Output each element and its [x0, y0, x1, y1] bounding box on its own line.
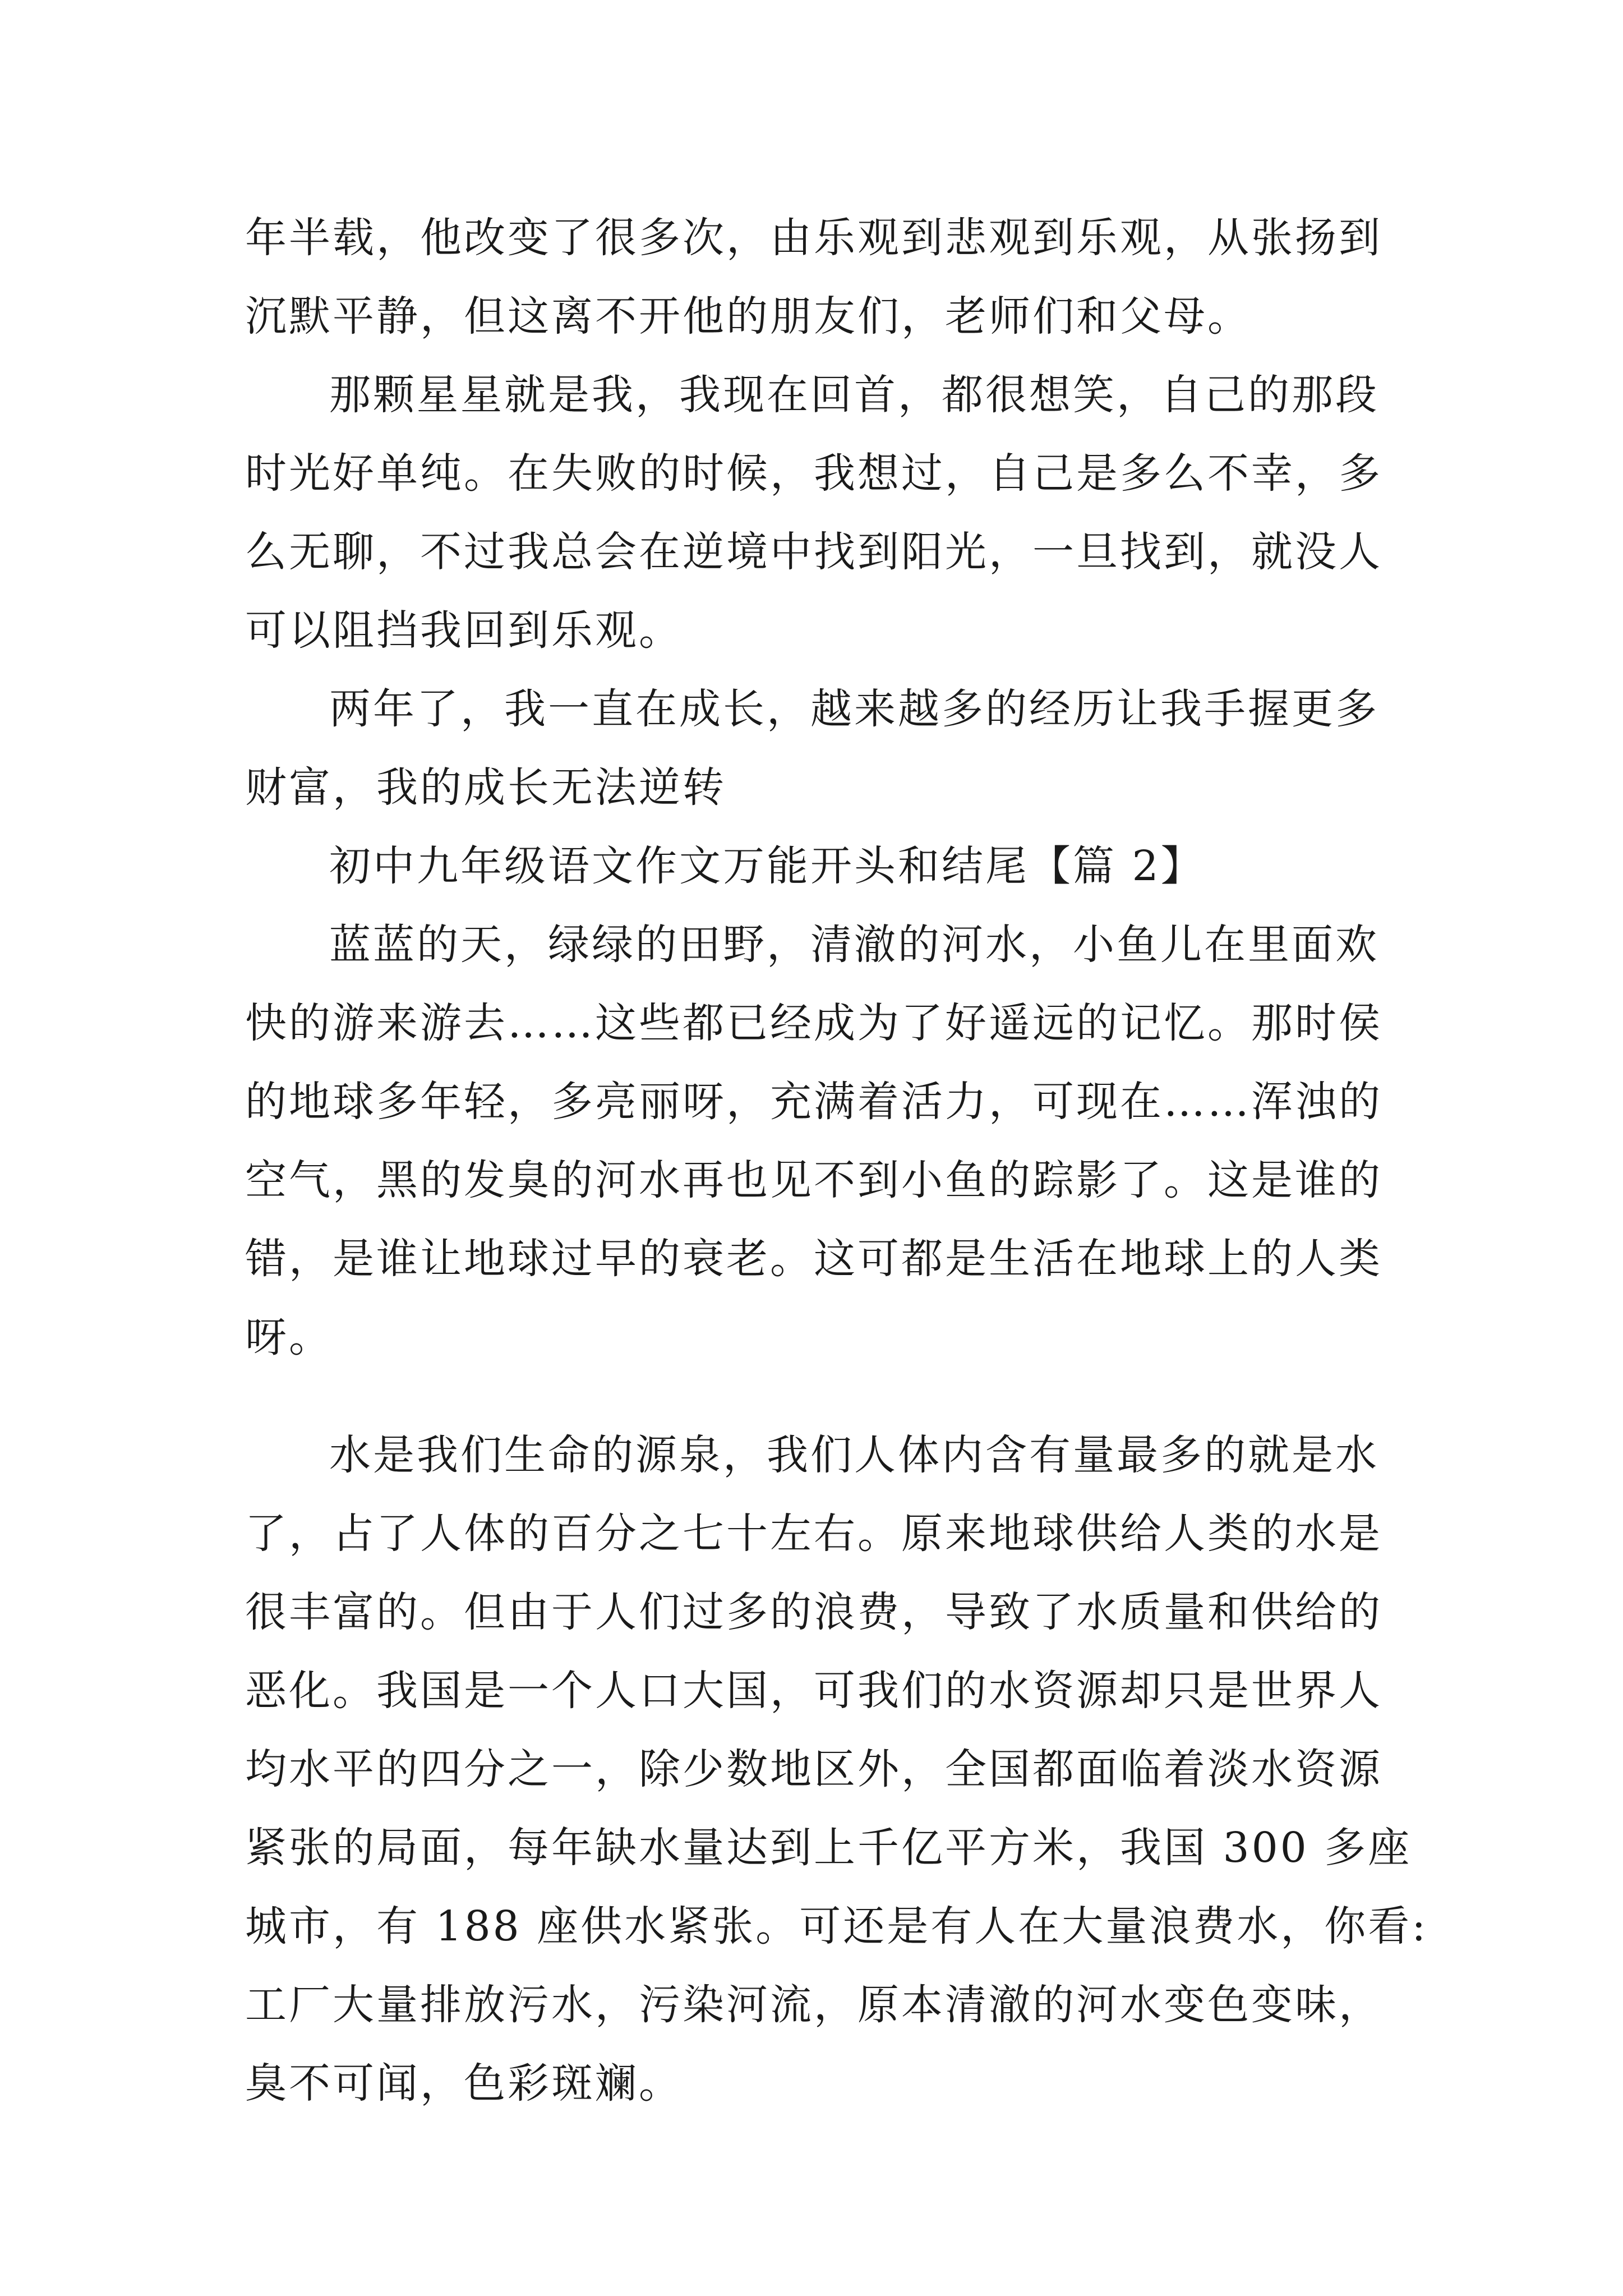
paragraph-line: 快的游来游去……这些都已经成为了好遥远的记忆。那时侯 [245, 999, 1382, 1047]
paragraph-line: 呀。 [245, 1313, 333, 1361]
paragraph-line: 时光好单纯。在失败的时候，我想过，自己是多么不幸，多 [245, 449, 1382, 498]
paragraph-line: 水是我们生命的源泉，我们人体内含有量最多的就是水 [329, 1431, 1379, 1479]
paragraph-line: 那颗星星就是我，我现在回首，都很想笑，自己的那段 [329, 371, 1379, 419]
paragraph-line: 很丰富的。但由于人们过多的浪费，导致了水质量和供给的 [245, 1588, 1382, 1636]
paragraph-gap [245, 1377, 1389, 1416]
paragraph-line: 可以阻挡我回到乐观。 [245, 606, 683, 655]
paragraph-line: 均水平的四分之一，除少数地区外，全国都面临着淡水资源 [245, 1745, 1382, 1793]
paragraph-line: 财富，我的成长无法逆转 [245, 763, 726, 812]
paragraph-line: 城市，有 188 座供水紧张。可还是有人在大量浪费水，你看: [245, 1902, 1428, 1950]
paragraph-line: 空气，黑的发臭的河水再也见不到小鱼的踪影了。这是谁的 [245, 1156, 1382, 1204]
paragraph-line: 紧张的局面，每年缺水量达到上千亿平方米，我国 300 多座 [245, 1824, 1412, 1872]
section-heading: 初中九年级语文作文万能开头和结尾【篇 2】 [329, 842, 1205, 890]
paragraph-line: 蓝蓝的天，绿绿的田野，清澈的河水，小鱼儿在里面欢 [329, 921, 1379, 969]
paragraph-line: 两年了，我一直在成长，越来越多的经历让我手握更多 [329, 685, 1379, 733]
body-text [245, 199, 1428, 2123]
paragraph-line: 错，是谁让地球过早的衰老。这可都是生活在地球上的人类 [245, 1235, 1382, 1283]
paragraph-line: 工厂大量排放污水，污染河流，原本清澈的河水变色变味， [245, 1981, 1382, 2029]
paragraph-line: 了，占了人体的百分之七十左右。原来地球供给人类的水是 [245, 1510, 1382, 1558]
paragraph-line: 么无聊，不过我总会在逆境中找到阳光，一旦找到，就没人 [245, 528, 1382, 576]
paragraph-line: 年半载，他改变了很多次，由乐观到悲观到乐观，从张扬到 [245, 214, 1382, 262]
paragraph-line: 的地球多年轻，多亮丽呀，充满着活力，可现在……浑浊的 [245, 1078, 1382, 1126]
paragraph-line: 沉默平静，但这离不开他的朋友们，老师们和父母。 [245, 292, 1251, 341]
paragraph-line: 臭不可闻，色彩斑斓。 [245, 2059, 683, 2108]
paragraph-line: 恶化。我国是一个人口大国，可我们的水资源却只是世界人 [245, 1667, 1382, 1715]
